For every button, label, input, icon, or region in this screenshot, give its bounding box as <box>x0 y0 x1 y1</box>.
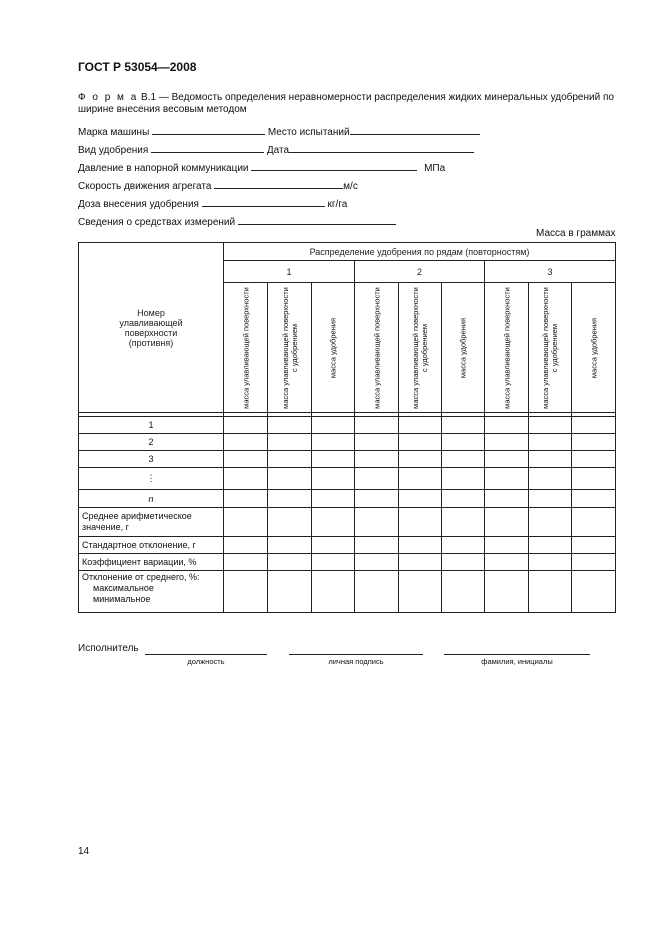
field-fertilizer-line[interactable] <box>151 142 264 153</box>
row-number: 3 <box>79 451 224 468</box>
stats-row <box>79 508 616 537</box>
sub-column-header: масса улавливающей поверхности <box>224 283 268 413</box>
row-number: ⋮ <box>79 468 224 490</box>
field-dose-label: Доза внесения удобрения <box>78 199 199 210</box>
sub-column-header: масса удобрения <box>572 283 616 413</box>
signature-caption: личная подпись <box>328 657 384 666</box>
field-machine-line[interactable] <box>152 124 265 135</box>
signature-line[interactable] <box>289 653 423 655</box>
table-row <box>79 468 616 490</box>
field-pressure-unit: МПа <box>424 163 446 174</box>
field-fertilizer-label: Вид удобрения <box>78 145 149 156</box>
row-number: n <box>79 490 224 508</box>
mean-label: Среднее арифметическое значение, г <box>79 508 224 537</box>
deviation-max: максимальное <box>93 583 154 593</box>
form-title-line2: ширине внесения весовым методом <box>78 104 247 115</box>
repetition-header: 3 <box>485 261 616 283</box>
variation-label: Коэффициент вариации, % <box>79 554 224 571</box>
table-row <box>79 490 616 508</box>
field-instruments-label: Сведения о средствах измерений <box>78 217 236 228</box>
sub-column-header: масса улавливающей поверхности с удобрением <box>529 283 572 413</box>
repetition-header: 1 <box>224 261 355 283</box>
deviation-title: Отклонение от среднего, %: <box>82 572 200 582</box>
form-title-text: В.1 — Ведомость определения неравномерности распределения жидких минеральных удобрений по <box>138 92 614 103</box>
field-dose-unit: кг/га <box>327 199 348 210</box>
std-dev-label: Стандартное отклонение, г <box>79 537 224 554</box>
table-row <box>79 417 616 434</box>
units-note: Масса в граммах <box>536 228 616 239</box>
row-number: 1 <box>79 417 224 434</box>
field-machine-label: Марка машины <box>78 127 150 138</box>
name-line[interactable] <box>444 653 590 655</box>
deviation-min: минимальное <box>93 594 151 604</box>
sub-column-header: масса улавливающей поверхности с удобрением <box>268 283 312 413</box>
field-machine <box>78 124 480 138</box>
standard-code: ГОСТ Р 53054—2008 <box>78 60 197 74</box>
distribution-table <box>78 242 616 613</box>
form-title-line1 <box>78 92 614 103</box>
sub-column-header: масса удобрения <box>442 283 485 413</box>
sub-column-header: масса удобрения <box>312 283 355 413</box>
field-place-line[interactable] <box>350 124 480 135</box>
position-line[interactable] <box>145 653 267 655</box>
field-speed <box>78 178 358 192</box>
field-instruments-line[interactable] <box>238 214 396 225</box>
sub-column-header: масса улавливающей поверхности <box>355 283 399 413</box>
field-instruments <box>78 214 396 228</box>
field-speed-line[interactable] <box>214 178 343 189</box>
row-number: 2 <box>79 434 224 451</box>
field-dose <box>78 196 347 210</box>
field-fertilizer <box>78 142 474 156</box>
corner-header: Номер улавливающей поверхности (противня) <box>119 307 183 348</box>
table-row <box>79 434 616 451</box>
repetition-header: 2 <box>355 261 485 283</box>
table-row <box>79 451 616 468</box>
field-speed-unit: м/с <box>343 181 358 192</box>
corner-header-cell <box>79 243 224 413</box>
field-date-line[interactable] <box>289 142 474 153</box>
deviation-cell <box>79 571 224 613</box>
field-pressure <box>78 160 445 174</box>
sub-column-header: масса улавливающей поверхности <box>485 283 529 413</box>
field-pressure-line[interactable] <box>251 160 417 171</box>
stats-row <box>79 554 616 571</box>
position-caption: должность <box>187 657 225 666</box>
field-speed-label: Скорость движения агрегата <box>78 181 212 192</box>
page-number: 14 <box>78 846 90 857</box>
sub-column-header: масса улавливающей поверхности с удобрением <box>399 283 442 413</box>
distribution-header: Распределение удобрения по рядам (повторностям) <box>224 243 616 261</box>
field-pressure-label: Давление в напорной коммуникации <box>78 163 249 174</box>
stats-row <box>79 571 616 613</box>
name-caption: фамилия, инициалы <box>481 657 553 666</box>
stats-row <box>79 537 616 554</box>
signature-label: Исполнитель <box>78 643 139 654</box>
field-date-label: Дата <box>266 145 290 156</box>
field-dose-line[interactable] <box>202 196 325 207</box>
form-prefix: Ф о р м а <box>78 92 139 103</box>
field-place-label: Место испытаний <box>267 127 350 138</box>
